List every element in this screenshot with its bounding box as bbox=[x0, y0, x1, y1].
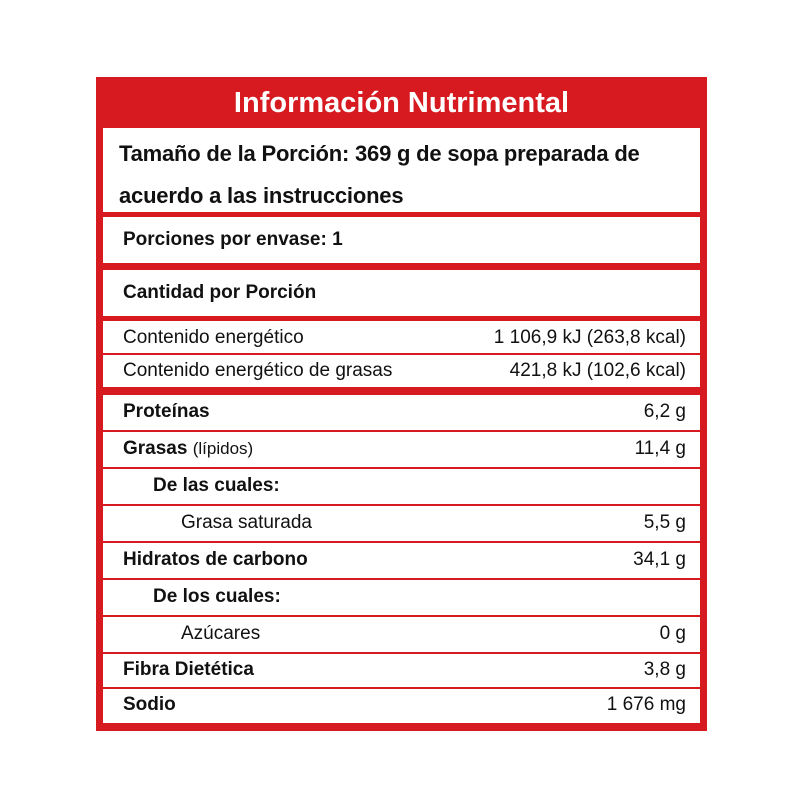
fats-sublabel: (lípidos) bbox=[192, 439, 254, 458]
amount-per-serving-header: Cantidad por Porción bbox=[123, 282, 317, 303]
nutrition-facts-panel bbox=[96, 77, 707, 731]
energy-row bbox=[103, 321, 700, 355]
serving-size-box bbox=[103, 128, 700, 212]
saturated-fat-value: 5,5 g bbox=[643, 512, 686, 533]
fats-label: Grasas bbox=[123, 438, 188, 459]
fats-label-group bbox=[123, 432, 253, 466]
energy-box bbox=[103, 321, 700, 387]
sodium-label: Sodio bbox=[123, 694, 176, 715]
protein-label: Proteínas bbox=[123, 401, 210, 422]
carbs-row bbox=[103, 543, 700, 577]
portions-per-container: Porciones por envase: 1 bbox=[123, 229, 343, 250]
serving-size-line-2: acuerdo a las instrucciones bbox=[119, 183, 404, 208]
energy-from-fat-row bbox=[103, 354, 700, 388]
saturated-fat-row bbox=[103, 506, 700, 540]
protein-value: 6,2 g bbox=[643, 401, 686, 422]
carbs-value: 34,1 g bbox=[633, 549, 686, 570]
sugars-row bbox=[103, 617, 700, 651]
panel-title: Información Nutrimental bbox=[233, 87, 570, 119]
of-which-fats-row bbox=[103, 469, 700, 503]
carbs-label: Hidratos de carbono bbox=[123, 549, 308, 570]
nutrients-box bbox=[103, 395, 700, 723]
protein-row bbox=[103, 395, 700, 429]
sodium-row bbox=[103, 688, 700, 722]
energy-label: Contenido energético bbox=[123, 327, 304, 348]
serving-size-line-1: Tamaño de la Porción: 369 g de sopa preparada de bbox=[119, 141, 640, 166]
energy-from-fat-value: 421,8 kJ (102,6 kcal) bbox=[509, 360, 686, 381]
portions-box bbox=[103, 217, 700, 263]
of-which-carbs-row bbox=[103, 580, 700, 614]
amount-per-serving-box bbox=[103, 270, 700, 316]
fiber-row bbox=[103, 653, 700, 687]
sugars-value: 0 g bbox=[659, 623, 686, 644]
fats-value: 11,4 g bbox=[634, 438, 686, 459]
sodium-value: 1 676 mg bbox=[606, 694, 686, 715]
fiber-value: 3,8 g bbox=[643, 659, 686, 680]
fats-row bbox=[103, 432, 700, 466]
of-which-fats-label: De las cuales: bbox=[153, 475, 280, 496]
energy-from-fat-label: Contenido energético de grasas bbox=[123, 360, 393, 381]
serving-size-text bbox=[119, 133, 689, 217]
fiber-label: Fibra Dietética bbox=[123, 659, 254, 680]
sugars-label: Azúcares bbox=[181, 623, 261, 644]
energy-value: 1 106,9 kJ (263,8 kcal) bbox=[493, 327, 686, 348]
of-which-carbs-label: De los cuales: bbox=[153, 586, 281, 607]
saturated-fat-label: Grasa saturada bbox=[181, 512, 312, 533]
